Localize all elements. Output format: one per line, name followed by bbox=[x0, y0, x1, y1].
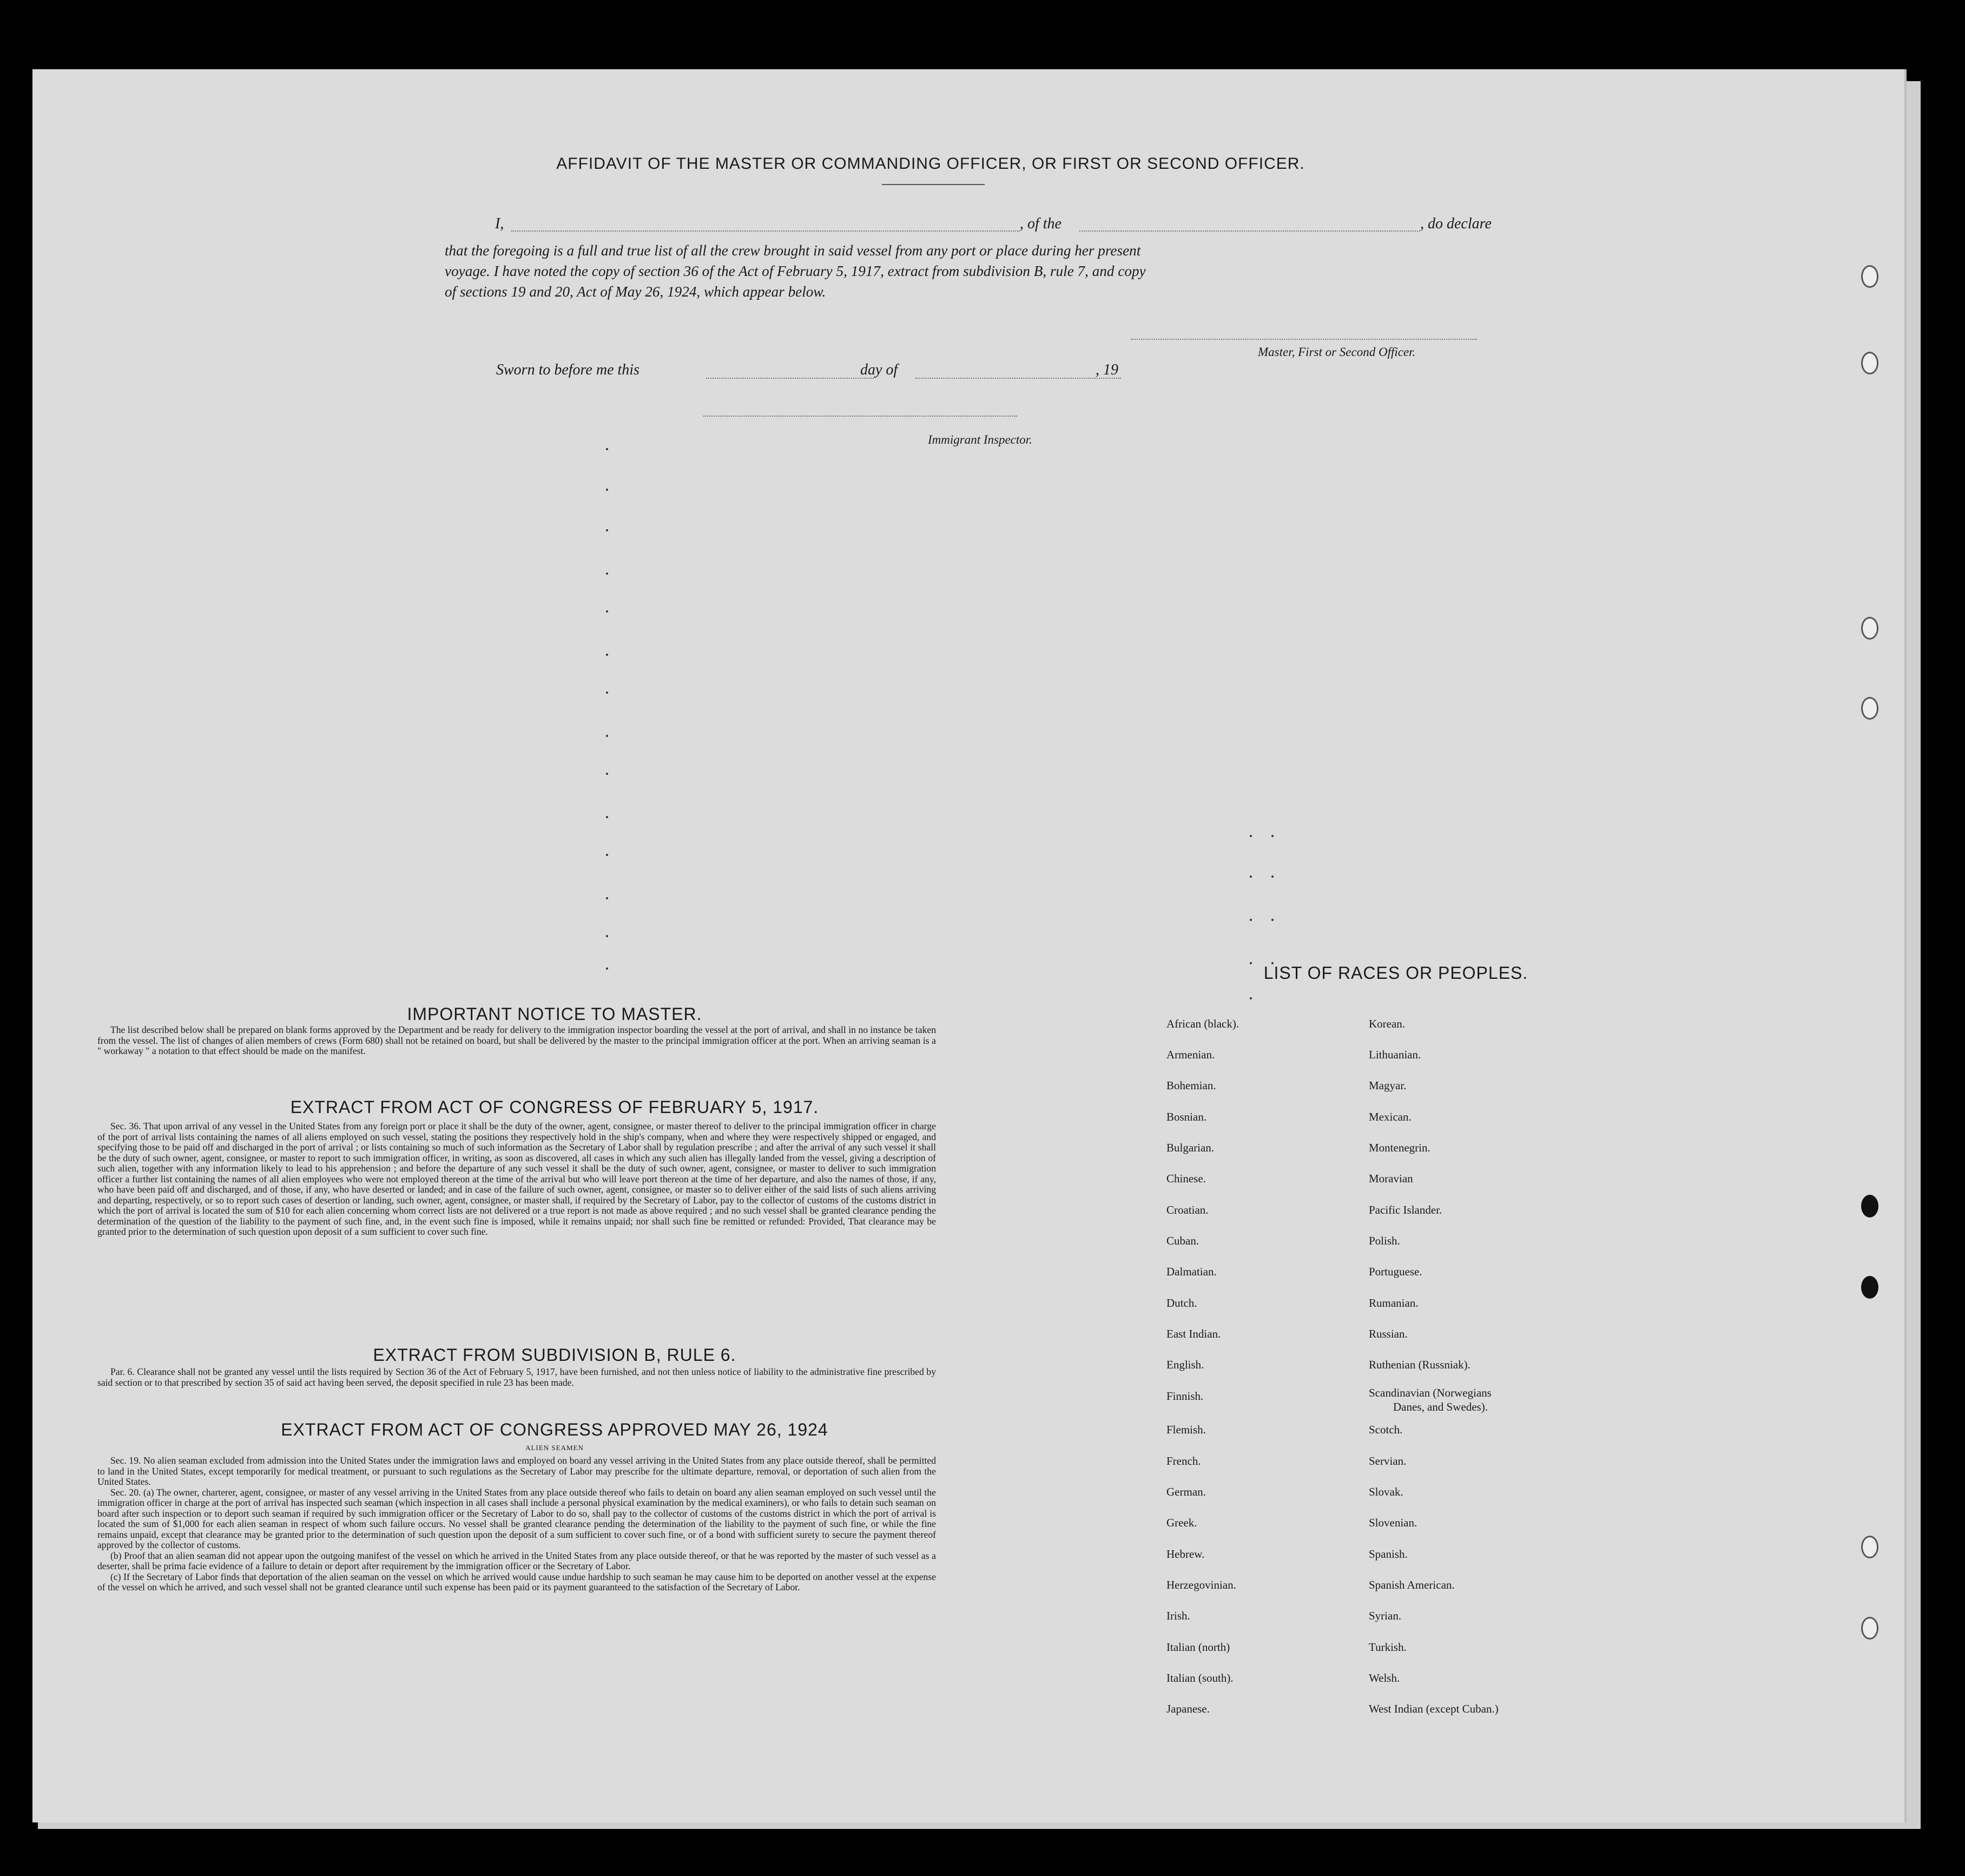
race-item: Bulgarian. bbox=[1166, 1141, 1215, 1154]
extract-1917-title: EXTRACT FROM ACT OF CONGRESS OF FEBRUARY 5, 1917. bbox=[290, 1097, 819, 1117]
race-item: Korean. bbox=[1369, 1017, 1406, 1030]
alien-seamen-subtitle: ALIEN SEAMEN bbox=[525, 1444, 584, 1452]
bleed-mark bbox=[1250, 876, 1252, 878]
extract-1917-text bbox=[97, 1121, 936, 1237]
bleed-mark bbox=[1250, 997, 1252, 999]
bleed-mark bbox=[1250, 919, 1252, 921]
race-item: Spanish American. bbox=[1369, 1578, 1455, 1591]
binder-hole-icon bbox=[1861, 1276, 1878, 1299]
bleed-mark bbox=[1271, 835, 1274, 837]
race-item: Spanish. bbox=[1369, 1548, 1408, 1561]
par6-paragraph: Par. 6. Clearance shall not be granted any vessel until the lists required by Section 36 of the Act of February 5, 1917, have been furnished, and not then unless notice of liability to the administrative fine prescribed by said section or to that prescribed by section 35 of said act having been served, the deposit specified in rule 23 has been made. bbox=[97, 1366, 936, 1388]
binder-hole-icon bbox=[1861, 1536, 1878, 1558]
bleed-mark bbox=[1271, 876, 1274, 878]
race-item: Finnish. bbox=[1166, 1390, 1204, 1403]
bleed-mark bbox=[606, 489, 608, 491]
race-item: Herzegovinian. bbox=[1166, 1578, 1236, 1591]
race-item: Turkish. bbox=[1369, 1641, 1407, 1654]
document-page bbox=[32, 69, 1907, 1822]
race-item: West Indian (except Cuban.) bbox=[1369, 1702, 1499, 1715]
binder-hole-icon bbox=[1861, 697, 1878, 720]
vessel-name-field[interactable] bbox=[1079, 231, 1420, 232]
race-item: Rumanian. bbox=[1369, 1296, 1419, 1309]
extract-1924-text bbox=[97, 1456, 936, 1593]
race-item: Armenian. bbox=[1166, 1048, 1215, 1061]
race-item: Servian. bbox=[1369, 1454, 1407, 1467]
race-item: Portuguese. bbox=[1369, 1265, 1422, 1278]
race-item: Chinese. bbox=[1166, 1172, 1206, 1185]
sworn-prefix: Sworn to before me this bbox=[496, 361, 639, 378]
race-item: Cuban. bbox=[1166, 1234, 1199, 1247]
bleed-mark bbox=[606, 854, 608, 856]
race-item: Scandinavian (Norwegians bbox=[1369, 1386, 1492, 1399]
affidavit-body-line-1: that the foregoing is a full and true list of all the crew brought in said vessel from any port or place during her present bbox=[445, 242, 1141, 259]
race-item: Syrian. bbox=[1369, 1609, 1402, 1622]
signature-field[interactable] bbox=[1131, 339, 1477, 340]
bleed-mark bbox=[606, 816, 608, 818]
race-item: Bohemian. bbox=[1166, 1079, 1216, 1092]
race-item: Hebrew. bbox=[1166, 1548, 1205, 1561]
notice-title: IMPORTANT NOTICE TO MASTER. bbox=[407, 1004, 702, 1024]
race-item: German. bbox=[1166, 1485, 1206, 1498]
sec20c-paragraph: (c) If the Secretary of Labor finds that deportation of the alien seaman on the vessel on which he arrived would cause undue hardship to such seaman he may cause him to be deported on another vessel at the expense of the vessel on which he arrived, and such vessel shall not be granted clearance until such expense has been paid or its payment guaranteed to the satisfaction of the Secretary of Labor. bbox=[97, 1571, 936, 1592]
binder-hole-icon bbox=[1861, 1617, 1878, 1640]
race-item: Scotch. bbox=[1369, 1423, 1403, 1436]
binder-hole-icon bbox=[1861, 265, 1878, 288]
bleed-mark bbox=[606, 773, 608, 775]
race-item: Pacific Islander. bbox=[1369, 1203, 1442, 1216]
race-item: Slovak. bbox=[1369, 1485, 1403, 1498]
sworn-month-field[interactable] bbox=[915, 378, 1121, 379]
race-item: Croatian. bbox=[1166, 1203, 1209, 1216]
race-item: Moravian bbox=[1369, 1172, 1413, 1185]
race-item: English. bbox=[1166, 1358, 1204, 1371]
race-item: Italian (north) bbox=[1166, 1641, 1230, 1654]
race-item: Mexican. bbox=[1369, 1110, 1412, 1123]
sec36-paragraph: Sec. 36. That upon arrival of any vessel in the United States from any foreign port or place it shall be the duty of the owner, agent, consignee, or master thereof to deliver to the principal immigration officer in charge of the port of arrival lists containing the names of all aliens employed on such vessel, stating the positions they respectively hold in the ship's company, when and where they were respectively shipped or engaged, and specifying those to be paid off and discharged in the port of arrival ; or lists containing so much of such information as the Secretary of Labor shall by regulation prescribe ; and after the arrival of any such vessel it shall be the duty of such owner, agent, consignee, or master to report to such immigration officer, in writing, as soon as discovered, all cases in which any such alien has illegally landed from the vessel, giving a description of such alien, together with any information likely to lead to his apprehension ; and before the departure of any such vessel it shall be the duty of such owner, agent, consignee, or master to deliver to such immigration officer a further list containing the names of all alien employees who were not employed thereon at the time of the arrival but who will leave port thereon at the time of her departure, and also the names of those, if any, who have been paid off and discharged, and of those, if any, who have deserted or landed; and in case of the failure of such owner, agent, consignee, or master so to deliver either of the said lists of such aliens arriving and departing, respectively, or so to report such cases of desertion or landing, such owner, agent, consignee, or master shall, if required by the Secretary of Labor, pay to the collector of customs of the customs district in which the port of arrival is located the sum of $10 for each alien concerning whom correct lists are not delivered or a true report is not made as above required ; and no such vessel shall be granted clearance pending the determination of the question of the liability to the payment of such fine, and, in the event such fine is imposed, while it remains unpaid; nor shall such fine be remitted or refunded: Provided, That clearance may be granted prior to the determination of such question upon deposit of a sum sufficient to cover such fine. bbox=[97, 1121, 936, 1237]
race-item: Irish. bbox=[1166, 1609, 1190, 1622]
sworn-day-field[interactable] bbox=[706, 378, 874, 379]
bleed-mark bbox=[606, 529, 608, 531]
races-title: LIST OF RACES OR PEOPLES. bbox=[1263, 963, 1528, 983]
sec19-paragraph: Sec. 19. No alien seaman excluded from admission into the United States under the immigration laws and employed on board any vessel arriving in the United States from any place outside thereof, shall be permitted to land in the United States, except temporarily for medical treatment, or pursuant to such regulations as the Secretary of Labor may prescribe for the ultimate departure, removal, or deportation of such alien from the United States. bbox=[97, 1455, 936, 1487]
binder-hole-icon bbox=[1861, 352, 1878, 374]
affidavit-body-line-2: voyage. I have noted the copy of section 36 of the Act of February 5, 1917, extract from subdivision B, rule 7, and copy bbox=[445, 263, 1146, 279]
race-item: Danes, and Swedes). bbox=[1393, 1400, 1488, 1413]
race-item: Lithuanian. bbox=[1369, 1048, 1421, 1061]
sec20a-paragraph: Sec. 20. (a) The owner, charterer, agent, consignee, or master of any vessel arriving in the United States from any place outside thereof who fails to detain on board any alien seaman employed on such vessel until the immigration officer in charge at the port of arrival has inspected such seaman (which inspection in all cases shall include a personal physical examination by the medical examiners), or who fails to detain such seaman on board after such inspection or to deport such seaman if required by such immigration officer or the Secretary of Labor to do so, shall pay to the collector of customs of the customs district in which the port of arrival is located the sum of $1,000 for each alien seaman in respect of whom such failure occurs. No vessel shall be granted clearance pending the determination of the liability to the payment of such fine, or while the fine remains unpaid, except that clearance may be granted prior to the determination of such question upon the deposit of a sum sufficient to cover such fine, or of a bond with sufficient surety to secure the payment thereof approved by the collector of customs. bbox=[97, 1486, 936, 1550]
extract-1924-title: EXTRACT FROM ACT OF CONGRESS APPROVED MAY 26, 1924 bbox=[281, 1420, 828, 1439]
race-item: Bosnian. bbox=[1166, 1110, 1207, 1123]
race-item: Dalmatian. bbox=[1166, 1265, 1217, 1278]
bleed-mark bbox=[1250, 835, 1252, 837]
race-item: Greek. bbox=[1166, 1516, 1197, 1529]
race-item: Polish. bbox=[1369, 1234, 1400, 1247]
extract-rule6-title: EXTRACT FROM SUBDIVISION B, RULE 6. bbox=[373, 1345, 736, 1365]
race-item: Flemish. bbox=[1166, 1423, 1206, 1436]
race-item: Italian (south). bbox=[1166, 1671, 1234, 1684]
sworn-day-label: day of bbox=[860, 361, 898, 378]
master-name-field[interactable] bbox=[511, 231, 1020, 232]
race-item: French. bbox=[1166, 1454, 1201, 1467]
bleed-mark bbox=[606, 610, 608, 613]
bleed-mark bbox=[1271, 919, 1274, 921]
affidavit-declare-label: , do declare bbox=[1420, 215, 1492, 232]
notice-paragraph: The list described below shall be prepared on blank forms approved by the Department and be ready for delivery to the immigration inspector boarding the vessel at the port of arrival, and shall in no instance be taken from the vessel. The list of changes of alien members of crews (Form 680) shall not be retained on board, but shall be delivered by the master to the principal immigration officer at the port. When an arriving seaman is a " workaway " a notation to that effect should be made on the manifest. bbox=[97, 1024, 936, 1056]
bleed-mark bbox=[606, 967, 608, 970]
bleed-mark bbox=[606, 448, 608, 450]
sec20b-paragraph: (b) Proof that an alien seaman did not appear upon the outgoing manifest of the vessel on which he arrived in the United States from any place outside thereof, or that he was reported by the master of such vessel as a deserter, shall be prima facie evidence of a failure to detain or deport after requirement by the immigration officer or the Secretary of Labor. bbox=[97, 1550, 936, 1571]
binder-hole-icon bbox=[1861, 617, 1878, 640]
race-item: Welsh. bbox=[1369, 1671, 1400, 1684]
sworn-year-label: , 19 bbox=[1096, 361, 1118, 378]
extract-rule6-text bbox=[97, 1367, 936, 1388]
race-item: Japanese. bbox=[1166, 1702, 1210, 1715]
race-item: Montenegrin. bbox=[1369, 1141, 1430, 1154]
notice-text bbox=[97, 1025, 936, 1057]
affidavit-body-line-3: of sections 19 and 20, Act of May 26, 1924, which appear below. bbox=[445, 284, 826, 300]
race-item: Ruthenian (Russniak). bbox=[1369, 1358, 1471, 1371]
inspector-signature-field[interactable] bbox=[703, 416, 1017, 417]
race-item: East Indian. bbox=[1166, 1327, 1221, 1340]
affidavit-of-label: , of the bbox=[1020, 215, 1061, 232]
race-item: Slovenian. bbox=[1369, 1516, 1417, 1529]
race-item: Russian. bbox=[1369, 1327, 1408, 1340]
bleed-mark bbox=[606, 897, 608, 899]
affidavit-i-label: I, bbox=[495, 215, 504, 232]
signature-caption: Master, First or Second Officer. bbox=[1258, 345, 1416, 359]
race-item: African (black). bbox=[1166, 1017, 1239, 1030]
binder-hole-icon bbox=[1861, 1195, 1878, 1217]
bleed-mark bbox=[606, 735, 608, 737]
bleed-mark bbox=[606, 654, 608, 656]
bleed-mark bbox=[606, 572, 608, 575]
bleed-mark bbox=[606, 692, 608, 694]
title-underline bbox=[882, 184, 985, 185]
bleed-mark bbox=[606, 935, 608, 937]
race-item: Dutch. bbox=[1166, 1296, 1197, 1309]
inspector-caption: Immigrant Inspector. bbox=[928, 433, 1032, 446]
race-item: Magyar. bbox=[1369, 1079, 1407, 1092]
affidavit-title: AFFIDAVIT OF THE MASTER OR COMMANDING OFFICER, OR FIRST OR SECOND OFFICER. bbox=[556, 155, 1305, 173]
